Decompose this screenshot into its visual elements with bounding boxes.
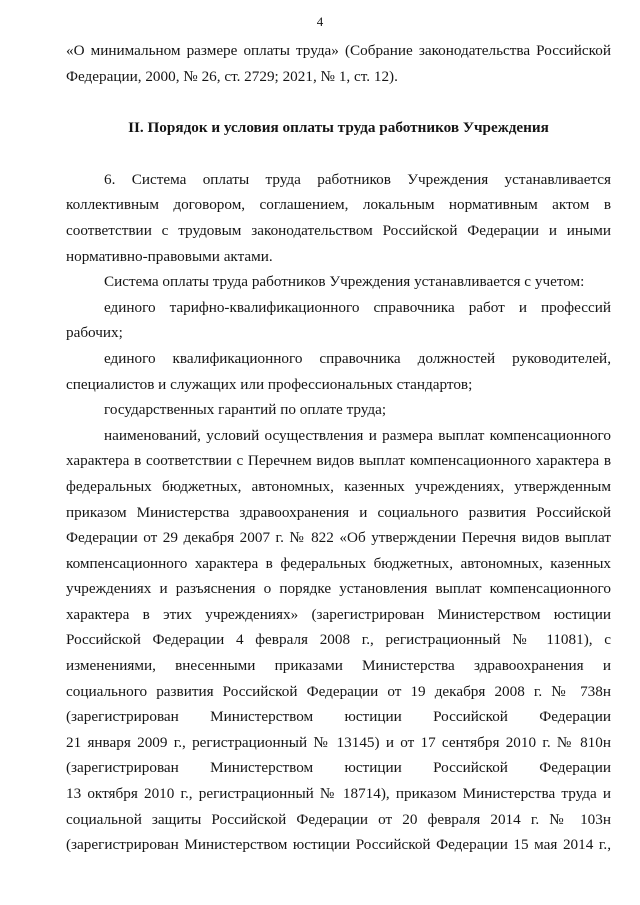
document-body [66, 38, 611, 858]
list-item-names-line: (зарегистрирован Министерством юстиции Российской Федерации [66, 708, 611, 726]
list-item-names-line: наименований, условий осуществления и размера выплат компенсационного [104, 426, 611, 444]
list-item-names-line: 13 октября 2010 г., регистрационный № 18714), приказом Министерства труда и [66, 785, 611, 803]
list-item-names-line: характера в этих учреждениях» (зарегистрирован Министерством юстиции [66, 605, 611, 623]
list-item-names-line: Федерации от 29 декабря 2007 г. № 822 «Об утверждении Перечня видов выплат [66, 529, 611, 547]
list-item-guarantees: государственных гарантий по оплате труда; [104, 401, 387, 419]
list-item-qualification: специалистов и служащих или профессиональных стандартов; [66, 375, 473, 393]
list-item-names-line: социального развития Российской Федерации от 19 декабря 2008 г. № 738н [66, 682, 611, 700]
text-line: Федерации, 2000, № 26, ст. 2729; 2021, № 1, ст. 12). [66, 67, 398, 85]
list-item-qualification: единого квалификационного справочника должностей руководителей, [104, 349, 611, 367]
page-number: 4 [316, 14, 324, 29]
list-item-names-line: изменениями, внесенными приказами Министерства здравоохранения и [66, 657, 611, 675]
list-item-tariff: рабочих; [66, 324, 123, 342]
list-item-names-line: (зарегистрирован Министерством юстиции Российской Федерации [66, 759, 611, 777]
list-item-names-line: учреждениях и разъяснения о порядке установления выплат компенсационного [66, 580, 611, 598]
paragraph-6-line: соответствии с трудовым законодательством Российской Федерации и иными [66, 221, 611, 239]
list-item-tariff: единого тарифно-квалификационного справочника работ и профессий [104, 298, 611, 316]
list-item-names-line: характера в соответствии с Перечнем видов выплат компенсационного характера в [66, 452, 611, 470]
paragraph-6-line: коллективным договором, соглашением, локальным нормативным актом в [66, 196, 611, 214]
list-item-names-line: социальной защиты Российской Федерации от 20 февраля 2014 г. № 103н [66, 810, 611, 828]
list-item-names-line: федеральных бюджетных, автономных, казенных учреждениях, утвержденным [66, 477, 611, 495]
section-heading: II. Порядок и условия оплаты труда работников Учреждения [128, 119, 549, 137]
list-item-names-line: 21 января 2009 г., регистрационный № 13145) и от 17 сентября 2010 г. № 810н [66, 733, 611, 751]
basis-paragraph: Система оплаты труда работников Учреждения устанавливается с учетом: [104, 273, 585, 291]
paragraph-6-line: 6. Система оплаты труда работников Учреждения устанавливается [104, 170, 611, 188]
text-line: «О минимальном размере оплаты труда» (Собрание законодательства Российской [66, 42, 611, 59]
list-item-names-line: компенсационного характера в федеральных бюджетных, автономных, казенных [66, 554, 611, 572]
list-item-names-line: Российской Федерации 4 февраля 2008 г., регистрационный № 11081), с [66, 631, 611, 649]
list-item-names-line: (зарегистрирован Министерством юстиции Российской Федерации 15 мая 2014 г., [66, 836, 611, 854]
list-item-names-line: приказом Министерства здравоохранения и социального развития Российской [66, 503, 611, 521]
paragraph-6-line: нормативно-правовыми актами. [66, 247, 273, 265]
